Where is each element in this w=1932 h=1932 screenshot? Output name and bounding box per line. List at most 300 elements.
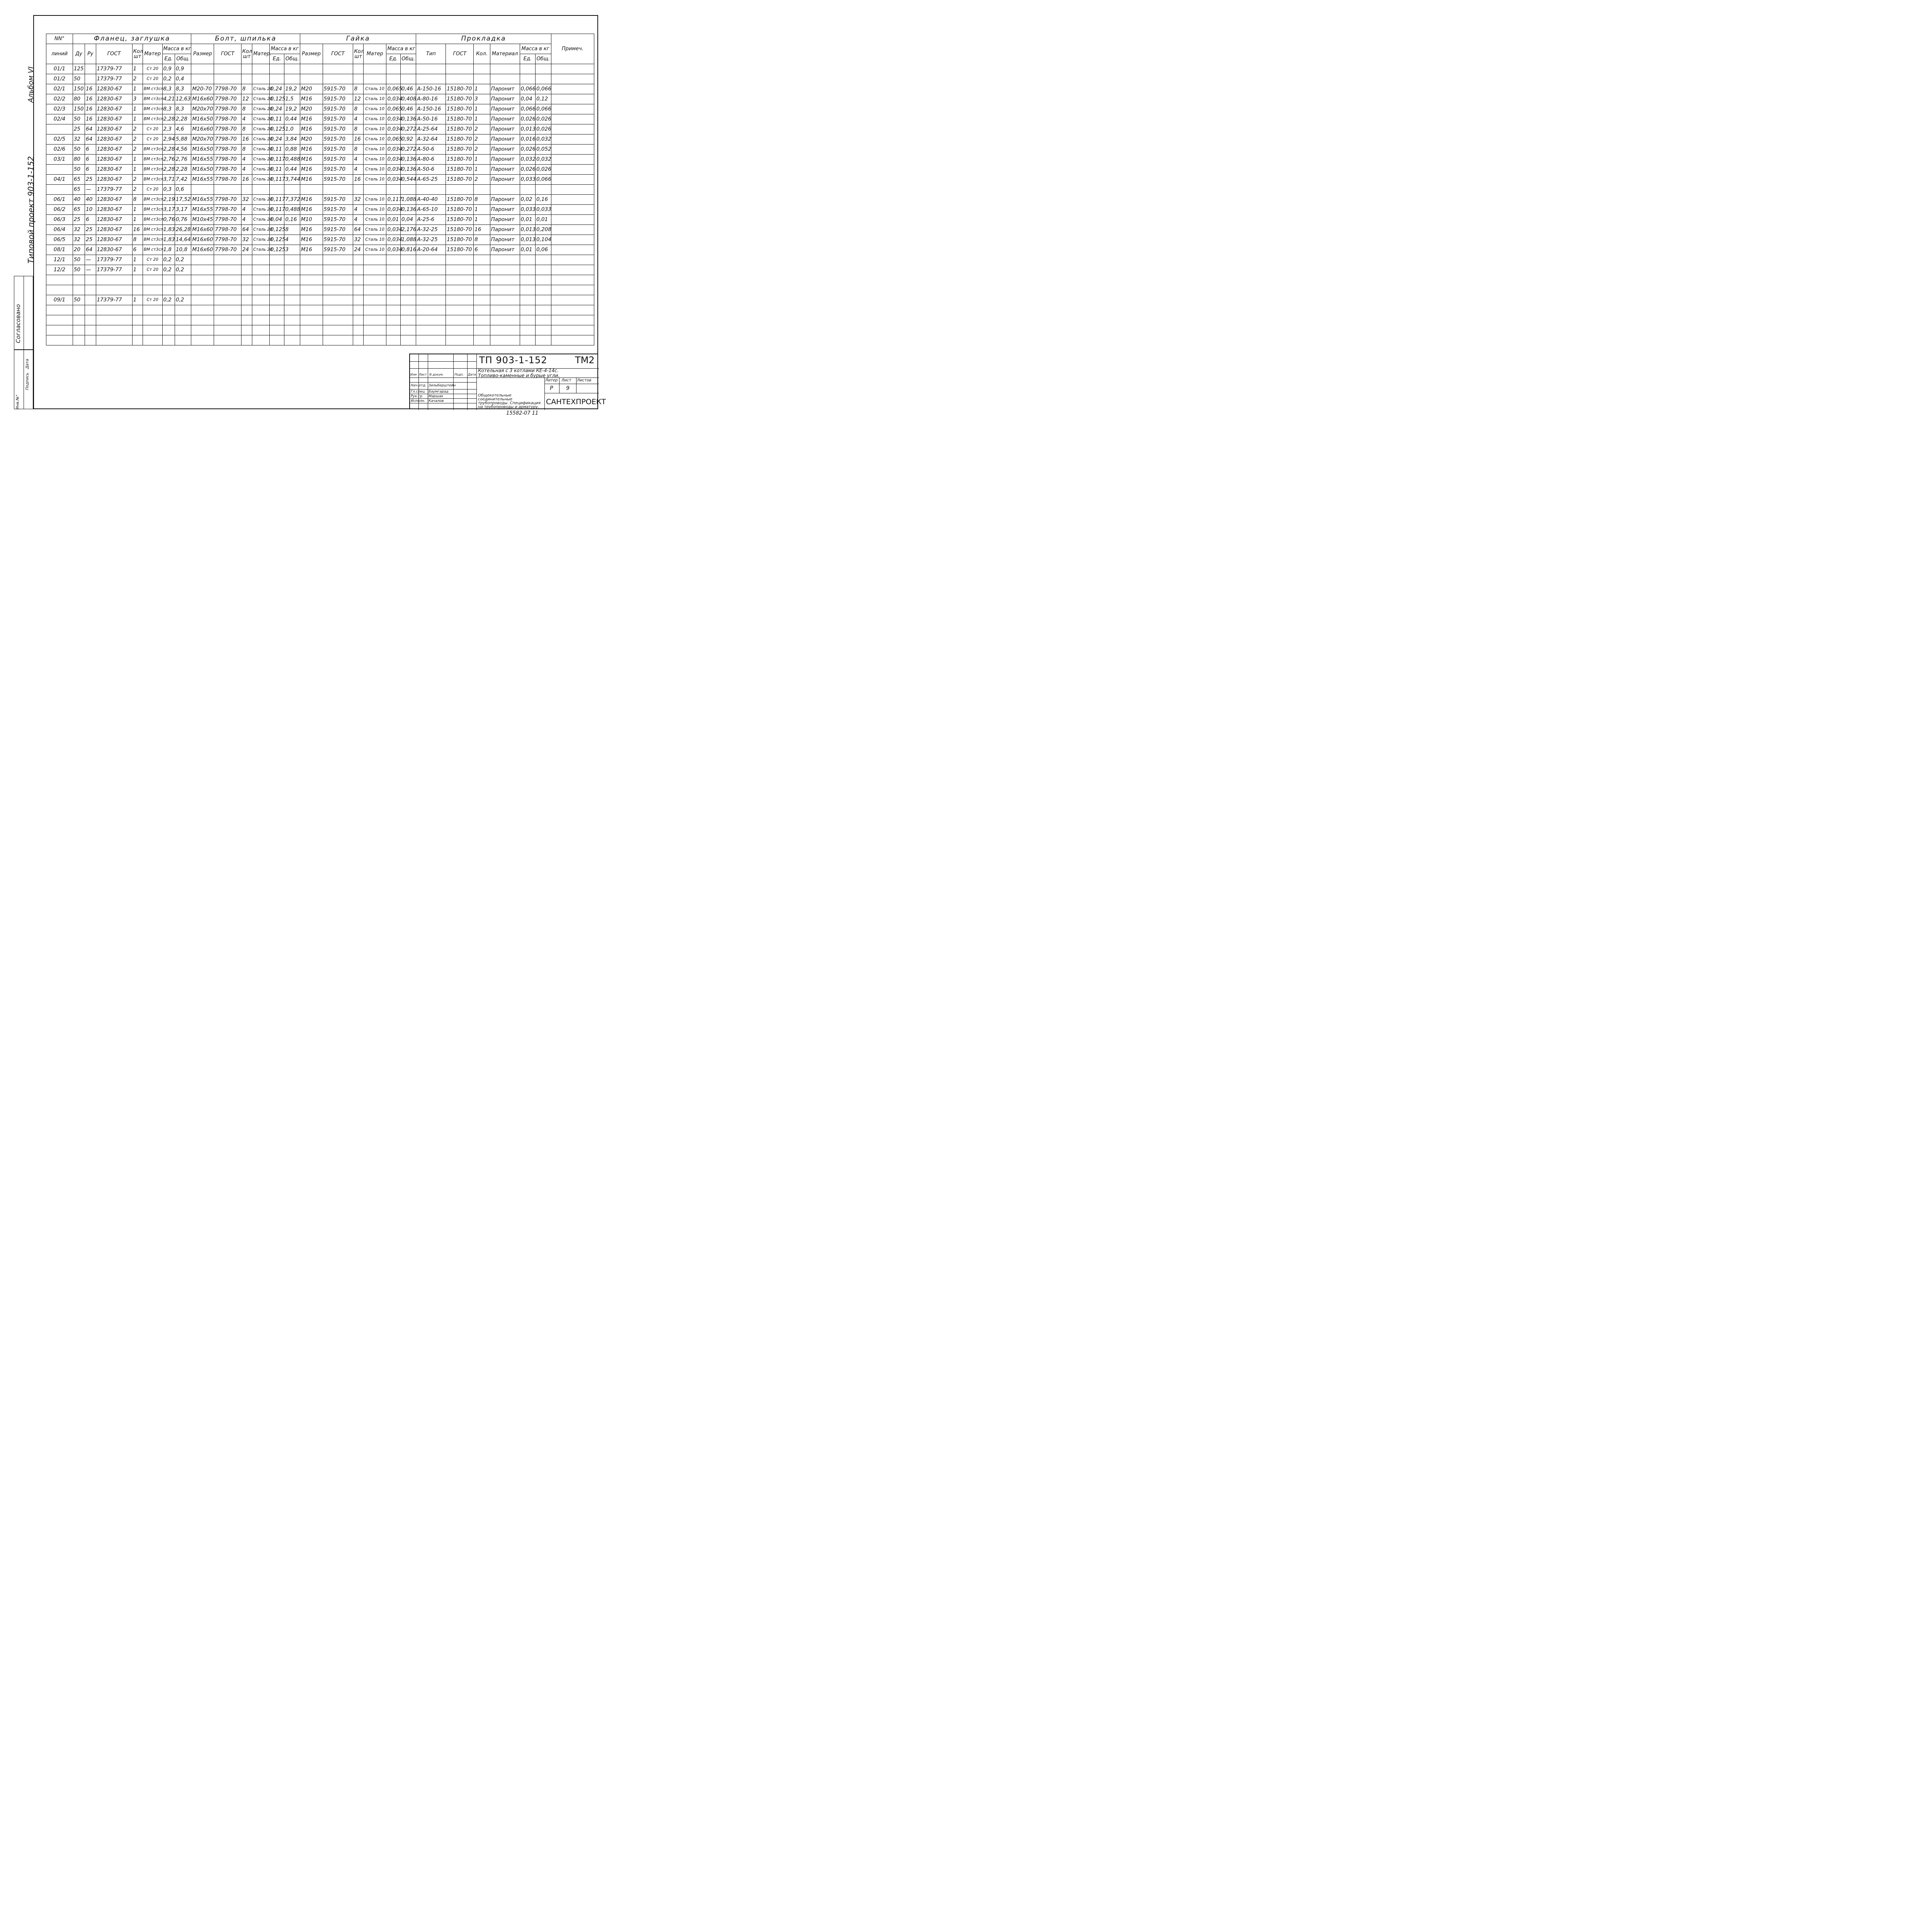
table-cell <box>284 255 300 265</box>
table-cell <box>551 285 594 295</box>
table-cell: М16х55 <box>191 195 214 205</box>
table-cell <box>416 325 446 335</box>
table-cell <box>175 325 191 335</box>
table-cell <box>46 124 73 134</box>
table-cell <box>474 64 490 74</box>
table-cell <box>551 325 594 335</box>
table-cell: 0,01 <box>536 215 551 225</box>
table-cell: 1 <box>474 165 490 175</box>
table-cell <box>132 315 143 325</box>
table-cell <box>400 285 416 295</box>
table-cell: Паронит <box>490 225 520 235</box>
table-cell: 15180-70 <box>446 114 474 124</box>
table-cell: 8 <box>474 195 490 205</box>
table-cell: Сталь 20 <box>252 134 270 145</box>
table-cell <box>520 74 535 84</box>
table-cell <box>551 145 594 155</box>
table-cell <box>143 335 162 345</box>
table-cell: Сталь 10 <box>363 155 386 165</box>
stamp-col-izm: Изм <box>410 373 417 376</box>
table-cell <box>96 285 132 295</box>
table-cell: 8 <box>242 104 252 114</box>
table-cell: 3,17 <box>175 205 191 215</box>
table-cell: 16 <box>474 225 490 235</box>
table-cell: 0,3 <box>162 185 175 195</box>
table-cell: 8 <box>242 124 252 134</box>
table-cell: 12/1 <box>46 255 73 265</box>
stamp-organization: САНТЕХПРОЕКТ <box>546 398 606 406</box>
table-cell: 25 <box>73 124 85 134</box>
table-cell: Паронит <box>490 175 520 185</box>
table-cell: 32 <box>73 235 85 245</box>
table-cell: 15180-70 <box>446 165 474 175</box>
table-row <box>46 215 594 225</box>
table-cell: 7798-70 <box>214 205 242 215</box>
table-cell <box>551 265 594 275</box>
table-cell: 19,2 <box>284 104 300 114</box>
table-cell: ВМ ст3сп <box>143 215 162 225</box>
table-cell: 50 <box>73 255 85 265</box>
table-cell: А-32-64 <box>416 134 446 145</box>
table-cell: Сталь 20 <box>252 114 270 124</box>
table-cell <box>551 155 594 165</box>
table-cell <box>323 315 353 325</box>
table-cell <box>551 114 594 124</box>
table-cell: 0,034 <box>386 165 400 175</box>
table-cell <box>191 74 214 84</box>
table-cell <box>551 305 594 315</box>
table-cell: 7798-70 <box>214 195 242 205</box>
table-cell <box>252 265 270 275</box>
stamp-liter-header: Литер <box>545 378 558 383</box>
table-cell: 15180-70 <box>446 195 474 205</box>
table-cell <box>416 305 446 315</box>
table-cell <box>300 295 323 305</box>
table-cell: 0,034 <box>386 94 400 104</box>
table-cell: 5915-70 <box>323 165 353 175</box>
table-cell: 0,136 <box>400 114 416 124</box>
table-cell: М20х70 <box>191 134 214 145</box>
table-cell <box>520 265 535 275</box>
header-bolt-gost: ГОСТ <box>214 44 242 64</box>
table-cell <box>85 325 96 335</box>
table-cell <box>214 74 242 84</box>
table-cell <box>416 315 446 325</box>
table-cell <box>85 295 96 305</box>
table-cell <box>520 315 535 325</box>
table-cell <box>300 64 323 74</box>
table-cell <box>323 325 353 335</box>
table-cell <box>363 285 386 295</box>
table-cell <box>386 295 400 305</box>
table-cell: 1 <box>132 84 143 94</box>
table-cell: Сталь 20 <box>252 195 270 205</box>
table-cell: 125 <box>73 64 85 74</box>
table-cell: 1 <box>474 104 490 114</box>
table-cell: 12830-67 <box>96 225 132 235</box>
table-cell <box>300 255 323 265</box>
table-cell: 0,12 <box>536 94 551 104</box>
table-cell <box>353 285 363 295</box>
table-cell <box>269 325 284 335</box>
table-cell: Сталь 10 <box>363 114 386 124</box>
table-cell: 15180-70 <box>446 134 474 145</box>
table-cell: 0,125 <box>269 225 284 235</box>
table-cell <box>386 74 400 84</box>
table-cell: 7798-70 <box>214 84 242 94</box>
table-cell: 50 <box>73 145 85 155</box>
table-cell <box>162 275 175 285</box>
table-cell: 0,11 <box>269 145 284 155</box>
table-cell <box>214 275 242 285</box>
table-cell: 64 <box>85 245 96 255</box>
table-cell <box>551 165 594 175</box>
table-cell <box>551 315 594 325</box>
table-cell: 7798-70 <box>214 245 242 255</box>
table-cell: 0,2 <box>162 255 175 265</box>
table-cell: Паронит <box>490 165 520 175</box>
table-cell: 02/2 <box>46 94 73 104</box>
table-cell: М20 <box>300 134 323 145</box>
table-cell: 0,11 <box>269 165 284 175</box>
table-cell: Сталь 20 <box>252 215 270 225</box>
table-cell: 01/2 <box>46 74 73 84</box>
table-cell: М20х70 <box>191 104 214 114</box>
table-cell: 7798-70 <box>214 165 242 175</box>
table-cell: 06/1 <box>46 195 73 205</box>
table-cell: 25 <box>85 175 96 185</box>
table-cell <box>132 305 143 315</box>
stamp-col-date: Дата <box>468 373 476 376</box>
table-cell <box>386 305 400 315</box>
table-cell <box>242 255 252 265</box>
stamp-sheets-header: Листов <box>577 378 592 383</box>
table-cell: М16х60 <box>191 124 214 134</box>
table-cell: М16 <box>300 114 323 124</box>
table-cell <box>269 64 284 74</box>
table-cell: 1 <box>132 265 143 275</box>
table-cell <box>474 275 490 285</box>
table-cell: 8,3 <box>175 104 191 114</box>
table-cell: 2 <box>474 175 490 185</box>
table-cell: 0,9 <box>175 64 191 74</box>
table-cell: 15180-70 <box>446 215 474 225</box>
table-cell: 2,76 <box>162 155 175 165</box>
table-cell: 12830-67 <box>96 84 132 94</box>
header-group-nut: Гайка <box>300 34 416 44</box>
table-cell: Сталь 20 <box>252 175 270 185</box>
table-cell: 0,01 <box>386 215 400 225</box>
table-cell: 4,21 <box>162 94 175 104</box>
table-cell: М16х60 <box>191 225 214 235</box>
table-cell: 6 <box>85 215 96 225</box>
table-cell <box>446 295 474 305</box>
table-cell <box>536 285 551 295</box>
table-cell <box>175 315 191 325</box>
table-cell: 32 <box>353 235 363 245</box>
stamp-description: Общекотельные соединительные трубопроводы. Спецификация на трубопроводы и арматуру. <box>478 393 541 409</box>
table-cell <box>46 275 73 285</box>
table-cell: ВМ ст3сп <box>143 245 162 255</box>
table-cell: 0,408 <box>400 94 416 104</box>
header-gasket-mass: Масса в кг <box>520 44 551 54</box>
table-cell <box>400 295 416 305</box>
table-cell: ВМ ст3сп <box>143 145 162 155</box>
table-cell: 4 <box>284 235 300 245</box>
header-gasket-gost: ГОСТ <box>446 44 474 64</box>
table-cell <box>446 74 474 84</box>
table-cell <box>353 335 363 345</box>
table-cell <box>416 295 446 305</box>
table-cell: 1 <box>474 205 490 215</box>
table-cell <box>536 315 551 325</box>
table-row <box>46 74 594 84</box>
table-cell <box>551 225 594 235</box>
table-cell: А-65-10 <box>416 205 446 215</box>
table-cell: 16 <box>132 225 143 235</box>
table-cell: 12830-67 <box>96 215 132 225</box>
table-cell: Сталь 20 <box>252 155 270 165</box>
table-cell: 0,44 <box>284 114 300 124</box>
table-cell: 2,28 <box>162 114 175 124</box>
table-cell <box>242 325 252 335</box>
header-bolt-mass: Масса в кг <box>269 44 300 54</box>
table-cell <box>363 315 386 325</box>
table-cell <box>353 64 363 74</box>
table-cell: 0,065 <box>386 84 400 94</box>
table-cell <box>162 315 175 325</box>
table-row <box>46 104 594 114</box>
project-label: Типовой проект 903-1-152 <box>26 156 36 264</box>
stamp-sheet-header: Лист <box>561 378 571 383</box>
table-cell <box>269 315 284 325</box>
table-cell: М16 <box>300 175 323 185</box>
table-cell: 0,104 <box>536 235 551 245</box>
table-cell: М16 <box>300 205 323 215</box>
table-cell <box>536 305 551 315</box>
table-cell: 1,83 <box>162 225 175 235</box>
table-cell: Паронит <box>490 155 520 165</box>
table-cell: 4 <box>353 215 363 225</box>
table-cell <box>551 245 594 255</box>
table-cell <box>242 265 252 275</box>
table-cell: 0,4 <box>175 74 191 84</box>
stamp-name-4: Качалов <box>429 399 444 403</box>
table-cell: Паронит <box>490 235 520 245</box>
table-cell <box>252 325 270 335</box>
table-cell: 08/1 <box>46 245 73 255</box>
table-cell <box>520 64 535 74</box>
stamp-col-sign: Подп. <box>454 373 464 376</box>
header-nut-mass-total: Общ. <box>400 54 416 64</box>
table-cell <box>536 64 551 74</box>
table-cell: 12/2 <box>46 265 73 275</box>
table-cell <box>474 335 490 345</box>
table-cell: М20-70 <box>191 84 214 94</box>
table-cell: Ст 20 <box>143 74 162 84</box>
table-cell <box>490 305 520 315</box>
table-cell: 8,3 <box>162 104 175 114</box>
table-cell: 17,52 <box>175 195 191 205</box>
table-row <box>46 165 594 175</box>
table-cell <box>73 335 85 345</box>
table-cell: 12,63 <box>175 94 191 104</box>
table-cell: 0,01 <box>520 215 535 225</box>
table-cell <box>252 74 270 84</box>
table-cell: 16 <box>85 114 96 124</box>
table-cell: 7798-70 <box>214 134 242 145</box>
table-cell: А-65-25 <box>416 175 446 185</box>
table-cell: Сталь 10 <box>363 215 386 225</box>
stamp-name-3: Маршак <box>429 395 444 398</box>
header-nut-mass-unit: Ед. <box>386 54 400 64</box>
header-bolt-mass-total: Общ. <box>284 54 300 64</box>
table-cell <box>490 315 520 325</box>
table-cell: 15180-70 <box>446 175 474 185</box>
table-cell: 04/1 <box>46 175 73 185</box>
table-cell: ВМ ст3сп <box>143 114 162 124</box>
table-cell: 1,83 <box>162 235 175 245</box>
table-cell: М16х60 <box>191 245 214 255</box>
table-cell <box>386 285 400 295</box>
table-cell <box>300 325 323 335</box>
table-cell: Сталь 10 <box>363 124 386 134</box>
header-bolt-size: Размер <box>191 44 214 64</box>
table-cell: Сталь 20 <box>252 205 270 215</box>
table-cell: 12830-67 <box>96 145 132 155</box>
table-cell: 1,088 <box>400 195 416 205</box>
table-cell <box>386 265 400 275</box>
table-cell <box>520 295 535 305</box>
table-cell: 3,17 <box>162 205 175 215</box>
table-cell <box>400 305 416 315</box>
table-cell: 0,117 <box>386 195 400 205</box>
table-cell <box>85 275 96 285</box>
table-cell: 8 <box>474 235 490 245</box>
table-cell: М20 <box>300 84 323 94</box>
table-cell <box>143 275 162 285</box>
table-cell: 15180-70 <box>446 94 474 104</box>
table-cell: 80 <box>73 155 85 165</box>
table-cell: 12830-67 <box>96 155 132 165</box>
table-cell <box>85 305 96 315</box>
table-cell: 25 <box>85 225 96 235</box>
table-cell <box>551 64 594 74</box>
table-cell: Сталь 20 <box>252 104 270 114</box>
table-cell: 0,16 <box>284 215 300 225</box>
table-cell: 32 <box>73 134 85 145</box>
table-cell <box>85 64 96 74</box>
table-cell <box>175 285 191 295</box>
table-cell <box>474 265 490 275</box>
table-cell: Паронит <box>490 145 520 155</box>
table-cell <box>284 74 300 84</box>
table-cell <box>284 325 300 335</box>
table-cell <box>191 325 214 335</box>
table-cell: 0,034 <box>386 175 400 185</box>
table-cell: 50 <box>73 265 85 275</box>
table-cell <box>416 74 446 84</box>
table-cell: 3,84 <box>284 134 300 145</box>
table-cell: Сталь 10 <box>363 205 386 215</box>
table-cell: 1 <box>474 84 490 94</box>
stamp-role-4: Исполн. <box>411 399 425 403</box>
table-cell: А-25-6 <box>416 215 446 225</box>
table-cell <box>214 335 242 345</box>
table-cell <box>284 185 300 195</box>
table-cell <box>191 265 214 275</box>
table-cell <box>551 74 594 84</box>
table-cell <box>474 74 490 84</box>
table-cell: М16х60 <box>191 94 214 104</box>
table-cell: 15180-70 <box>446 84 474 94</box>
table-cell <box>252 64 270 74</box>
table-cell: 26,28 <box>175 225 191 235</box>
table-cell <box>386 325 400 335</box>
table-cell: 7,42 <box>175 175 191 185</box>
table-cell <box>242 185 252 195</box>
table-cell: 0,016 <box>520 134 535 145</box>
table-cell: — <box>85 185 96 195</box>
table-cell <box>323 255 353 265</box>
table-cell: 1 <box>132 155 143 165</box>
table-cell <box>85 335 96 345</box>
table-cell: — <box>85 265 96 275</box>
header-gasket-type: Тип <box>416 44 446 64</box>
table-cell: 1,8 <box>162 245 175 255</box>
table-cell: 2,3 <box>162 124 175 134</box>
table-cell <box>191 64 214 74</box>
table-cell: 1 <box>132 114 143 124</box>
table-row <box>46 315 594 325</box>
table-cell: 0,88 <box>284 145 300 155</box>
table-cell: 5915-70 <box>323 225 353 235</box>
table-cell <box>446 305 474 315</box>
table-cell <box>96 305 132 315</box>
table-cell: 12830-67 <box>96 94 132 104</box>
table-cell <box>551 124 594 134</box>
table-cell: 8 <box>242 145 252 155</box>
table-cell: 2,28 <box>175 114 191 124</box>
table-cell: 2 <box>132 175 143 185</box>
table-cell: 12 <box>242 94 252 104</box>
header-line-no-top: NN° <box>46 34 73 44</box>
table-cell: 0,065 <box>386 134 400 145</box>
table-cell: 0,033 <box>520 205 535 215</box>
table-cell: 0,816 <box>400 245 416 255</box>
table-cell <box>242 64 252 74</box>
table-cell: Паронит <box>490 114 520 124</box>
table-cell: Сталь 10 <box>363 175 386 185</box>
table-cell <box>300 285 323 295</box>
table-cell <box>162 325 175 335</box>
table-cell <box>363 64 386 74</box>
table-cell <box>490 74 520 84</box>
left-approval-strip <box>14 276 33 409</box>
table-cell <box>132 335 143 345</box>
table-cell: 1 <box>132 165 143 175</box>
table-cell <box>536 275 551 285</box>
table-cell <box>85 285 96 295</box>
table-cell <box>252 315 270 325</box>
table-cell: 65 <box>73 205 85 215</box>
table-row <box>46 155 594 165</box>
table-cell: 12830-67 <box>96 134 132 145</box>
table-cell: 06/2 <box>46 205 73 215</box>
table-cell <box>300 265 323 275</box>
table-cell: 0,125 <box>269 124 284 134</box>
sheet-mark: ТМ2 <box>575 355 595 366</box>
